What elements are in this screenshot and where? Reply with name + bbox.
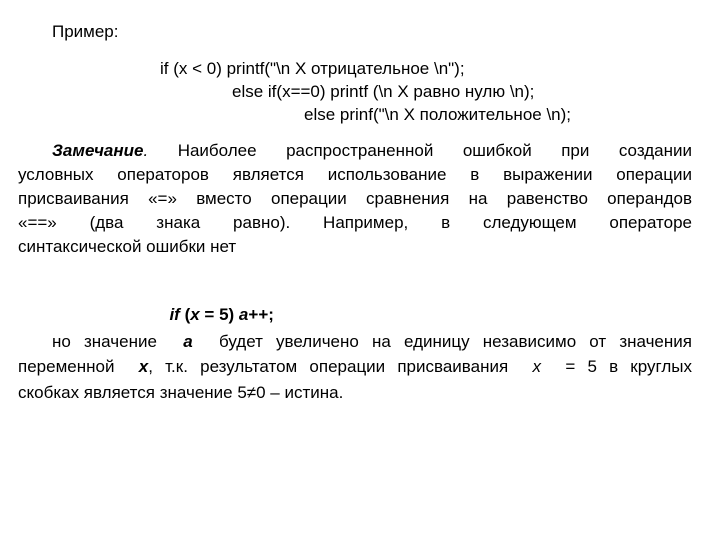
- conclusion-text-1b: будет увеличено на единицу независимо от значения: [205, 332, 692, 351]
- example-increment: ++;: [248, 305, 274, 324]
- example-var-a: a: [238, 305, 249, 324]
- conclusion-var-x: x: [138, 357, 149, 376]
- conclusion-text-2c: = 5 в круглых: [553, 357, 692, 376]
- conclusion-var-x-2: x: [532, 357, 542, 376]
- example-var-x: x: [190, 305, 200, 324]
- conclusion-text-2b: , т.к. результатом операции присваивания: [148, 357, 521, 376]
- conclusion-var-a: a: [183, 332, 193, 351]
- conclusion-text-2a: переменной: [18, 357, 127, 376]
- code-line-2: else if(x==0) printf (\n X равно нулю \n);: [232, 82, 535, 101]
- conclusion-line-1: [18, 330, 692, 354]
- remark-label: Замечание.: [52, 141, 149, 160]
- remark-line-3: присваивания «=» вместо операции сравнения на равенство операндов: [18, 189, 692, 208]
- remark-line-2: условных операторов является использование в выражении операции: [18, 165, 692, 184]
- example-assign: = 5): [199, 305, 239, 324]
- remark-line-1: [18, 139, 692, 163]
- remark-line-5: синтаксической ошибки нет: [18, 237, 237, 256]
- conclusion-text-1a: но значение: [52, 332, 171, 351]
- keyword-if: if: [169, 305, 180, 324]
- conclusion-line-2: [18, 355, 692, 379]
- example-open: (: [179, 305, 191, 324]
- conclusion-line-3: скобках является значение 5≠0 – истина.: [18, 383, 344, 402]
- code-line-1: if (x < 0) printf("\n X отрицательное \n");: [160, 59, 465, 78]
- example-heading: Пример:: [52, 22, 119, 41]
- remark-line-4: «==» (два знака равно). Например, в следующем операторе: [18, 213, 692, 232]
- remark-text-1: Наиболее распространенной ошибкой при создании: [177, 141, 692, 160]
- example-statement: [160, 282, 274, 326]
- code-line-3: else prinf("\n X положительное \n);: [304, 105, 572, 124]
